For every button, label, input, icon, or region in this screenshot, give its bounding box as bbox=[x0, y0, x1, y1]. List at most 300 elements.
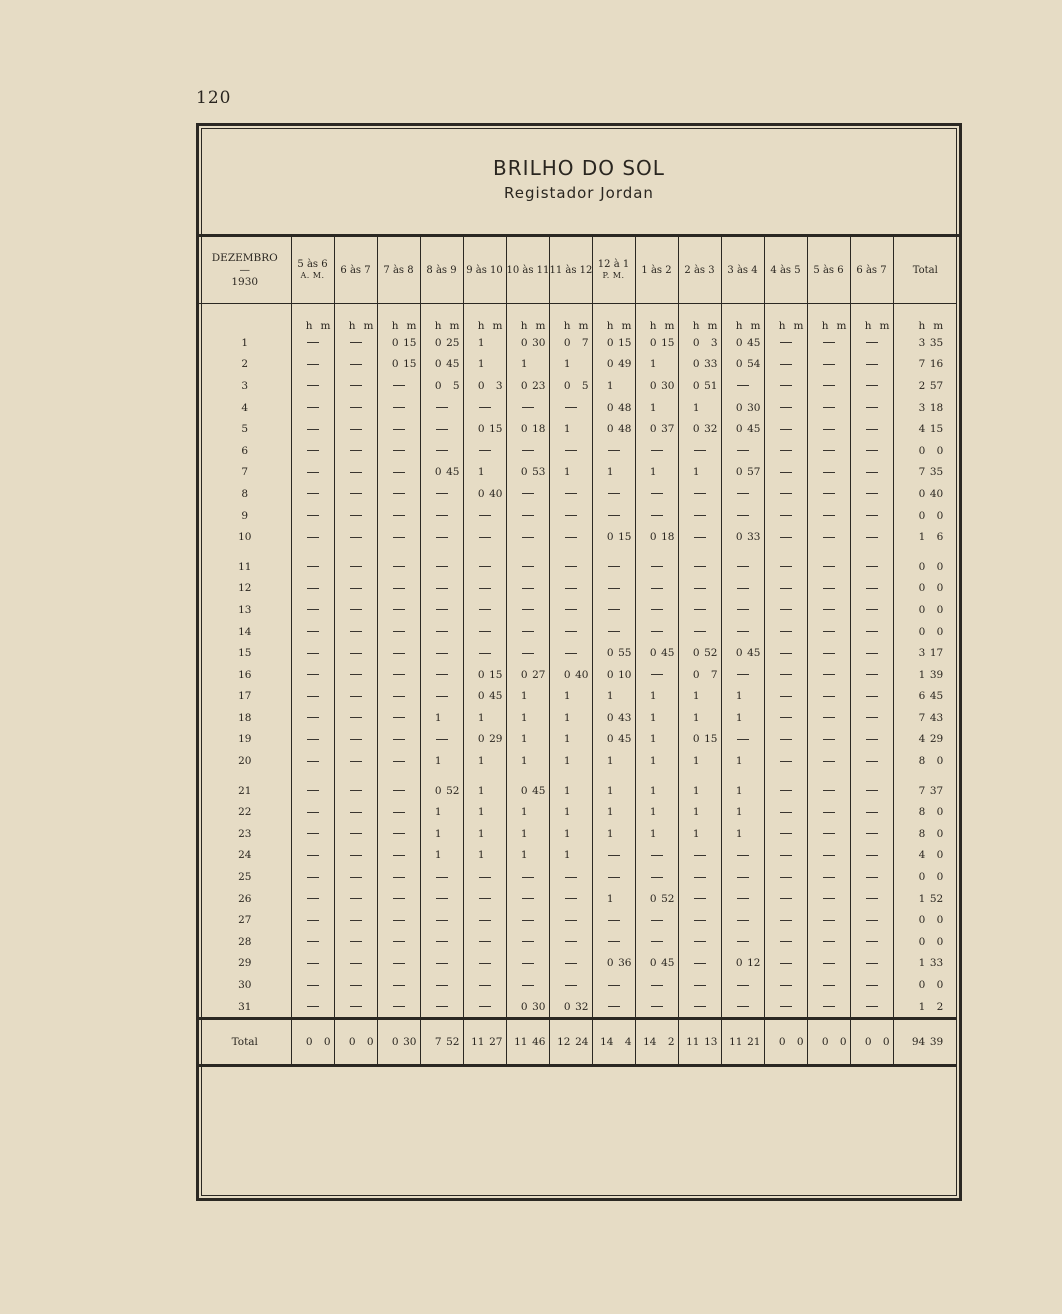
hours-minutes bbox=[467, 1036, 503, 1048]
hours-value: 1 bbox=[606, 755, 614, 768]
empty-cell bbox=[764, 556, 807, 578]
minutes-value: 18 bbox=[661, 531, 675, 544]
value-cell bbox=[678, 664, 721, 686]
dash-mark bbox=[694, 941, 706, 942]
minutes-value: 35 bbox=[929, 466, 944, 479]
dash-mark bbox=[823, 920, 835, 921]
empty-cell bbox=[635, 440, 678, 462]
day-number: 18 bbox=[199, 707, 291, 729]
hours-value: 1 bbox=[692, 755, 700, 768]
unit-minutes: m bbox=[535, 320, 546, 332]
value-cell bbox=[506, 686, 549, 708]
dash-mark bbox=[522, 877, 534, 878]
minutes-value: 45 bbox=[618, 733, 632, 746]
hours-value: 1 bbox=[692, 690, 700, 703]
hours-minutes bbox=[424, 1036, 460, 1048]
empty-cell bbox=[506, 931, 549, 953]
empty-cell bbox=[377, 974, 420, 996]
minutes-value: 5 bbox=[581, 379, 589, 392]
minutes-value: 0 bbox=[936, 582, 944, 595]
empty-cell bbox=[420, 397, 463, 419]
hours-minutes bbox=[553, 828, 589, 840]
hours-minutes bbox=[907, 871, 943, 883]
gap-cell bbox=[635, 548, 678, 556]
value-cell bbox=[592, 418, 635, 440]
day-total bbox=[893, 780, 957, 802]
dash-mark bbox=[780, 653, 792, 654]
dash-mark bbox=[823, 985, 835, 986]
value-cell bbox=[635, 418, 678, 440]
empty-cell bbox=[291, 801, 334, 823]
unit-hours: h bbox=[563, 320, 571, 332]
hour-header-label: 5 às 6 bbox=[297, 259, 328, 270]
minutes-value: 0 bbox=[366, 1036, 374, 1049]
empty-cell bbox=[850, 801, 893, 823]
table-row bbox=[199, 332, 957, 354]
empty-cell bbox=[764, 866, 807, 888]
empty-cell bbox=[807, 686, 850, 708]
dash-mark bbox=[866, 696, 878, 697]
empty-cell bbox=[506, 953, 549, 975]
hours-minutes bbox=[907, 979, 943, 991]
dash-mark bbox=[393, 450, 405, 451]
minutes-value: 45 bbox=[532, 784, 546, 797]
hours-minutes bbox=[510, 358, 546, 370]
table-body bbox=[199, 304, 957, 1066]
gap-cell bbox=[592, 772, 635, 780]
dash-mark bbox=[866, 877, 878, 878]
empty-cell bbox=[377, 483, 420, 505]
value-cell bbox=[678, 729, 721, 751]
empty-cell bbox=[850, 686, 893, 708]
gap-cell bbox=[850, 548, 893, 556]
dash-mark bbox=[565, 450, 577, 451]
hours-minutes bbox=[725, 712, 761, 724]
hours-value: 4 bbox=[918, 849, 926, 862]
day-number: 4 bbox=[199, 397, 291, 419]
hours-value: 1 bbox=[520, 690, 528, 703]
empty-cell bbox=[764, 888, 807, 910]
gap-cell bbox=[420, 548, 463, 556]
dash-mark bbox=[780, 855, 792, 856]
value-cell bbox=[506, 729, 549, 751]
hours-value: 1 bbox=[692, 711, 700, 724]
hour-header-label: 11 às 12 bbox=[549, 264, 593, 276]
empty-cell bbox=[764, 845, 807, 867]
dash-mark bbox=[608, 941, 620, 942]
empty-cell bbox=[635, 866, 678, 888]
hour-header bbox=[635, 237, 678, 304]
empty-cell bbox=[764, 686, 807, 708]
minutes-value: 2 bbox=[936, 1000, 944, 1013]
empty-cell bbox=[291, 462, 334, 484]
dash-mark bbox=[866, 566, 878, 567]
hours-minutes bbox=[510, 1001, 546, 1013]
minutes-value: 15 bbox=[618, 531, 632, 544]
day-number: 28 bbox=[199, 931, 291, 953]
dash-mark bbox=[522, 407, 534, 408]
empty-cell bbox=[291, 953, 334, 975]
hours-value: 1 bbox=[692, 806, 700, 819]
dash-mark bbox=[307, 609, 319, 610]
empty-cell bbox=[850, 729, 893, 751]
gap-cell bbox=[678, 548, 721, 556]
hours-minutes bbox=[682, 647, 718, 659]
dash-mark bbox=[436, 1006, 448, 1007]
value-cell bbox=[721, 642, 764, 664]
hours-minutes bbox=[467, 488, 503, 500]
column-total bbox=[377, 1019, 420, 1066]
empty-cell bbox=[463, 599, 506, 621]
empty-cell bbox=[850, 780, 893, 802]
value-cell bbox=[506, 823, 549, 845]
unit-hours: h bbox=[434, 320, 442, 332]
hours-value: 11 bbox=[729, 1036, 743, 1049]
value-cell bbox=[592, 686, 635, 708]
dash-mark bbox=[866, 385, 878, 386]
empty-cell bbox=[678, 599, 721, 621]
table-row bbox=[199, 780, 957, 802]
hours-minutes bbox=[907, 785, 943, 797]
hours-minutes bbox=[639, 380, 675, 392]
hours-minutes bbox=[553, 337, 589, 349]
dash-mark bbox=[393, 429, 405, 430]
dash-mark bbox=[436, 429, 448, 430]
value-cell bbox=[506, 750, 549, 772]
empty-cell bbox=[850, 996, 893, 1019]
hours-minutes bbox=[725, 755, 761, 767]
empty-cell bbox=[334, 686, 377, 708]
hours-value: 94 bbox=[911, 1036, 926, 1049]
table-row bbox=[199, 974, 957, 996]
empty-cell bbox=[592, 845, 635, 867]
empty-cell bbox=[463, 621, 506, 643]
empty-cell bbox=[764, 375, 807, 397]
hours-minutes bbox=[907, 402, 943, 414]
empty-cell bbox=[377, 556, 420, 578]
value-cell bbox=[678, 397, 721, 419]
dash-mark bbox=[565, 537, 577, 538]
empty-cell bbox=[334, 418, 377, 440]
day-total bbox=[893, 888, 957, 910]
dash-mark bbox=[350, 920, 362, 921]
hours-minutes bbox=[424, 755, 460, 767]
day-total bbox=[893, 440, 957, 462]
hours-minutes bbox=[553, 785, 589, 797]
hours-minutes bbox=[553, 690, 589, 702]
dash-mark bbox=[393, 493, 405, 494]
empty-cell bbox=[463, 996, 506, 1019]
dash-mark bbox=[350, 450, 362, 451]
empty-cell bbox=[764, 823, 807, 845]
hours-value: 0 bbox=[434, 358, 442, 371]
unit-hours: h bbox=[735, 320, 743, 332]
empty-cell bbox=[506, 866, 549, 888]
hour-header bbox=[377, 237, 420, 304]
dash-mark bbox=[393, 790, 405, 791]
dash-mark bbox=[307, 385, 319, 386]
dash-mark bbox=[651, 515, 663, 516]
dash-mark bbox=[866, 364, 878, 365]
value-cell bbox=[463, 780, 506, 802]
day-number: 26 bbox=[199, 888, 291, 910]
hours-value: 3 bbox=[918, 647, 926, 660]
day-number: 31 bbox=[199, 996, 291, 1019]
empty-cell bbox=[635, 599, 678, 621]
empty-cell bbox=[850, 750, 893, 772]
hours-value: 0 bbox=[520, 423, 528, 436]
minutes-value: 45 bbox=[747, 423, 761, 436]
hours-minutes bbox=[510, 806, 546, 818]
empty-cell bbox=[807, 418, 850, 440]
empty-cell bbox=[334, 526, 377, 548]
hours-value: 1 bbox=[606, 827, 614, 840]
empty-cell bbox=[850, 664, 893, 686]
dash-mark bbox=[608, 1006, 620, 1007]
dash-mark bbox=[522, 588, 534, 589]
day-number: 5 bbox=[199, 418, 291, 440]
empty-cell bbox=[635, 996, 678, 1019]
dash-mark bbox=[866, 1006, 878, 1007]
dash-mark bbox=[565, 877, 577, 878]
hours-minutes bbox=[596, 358, 632, 370]
empty-cell bbox=[764, 483, 807, 505]
dash-mark bbox=[307, 985, 319, 986]
value-cell bbox=[506, 996, 549, 1019]
hours-minutes bbox=[682, 690, 718, 702]
empty-cell bbox=[463, 578, 506, 600]
hours-minutes bbox=[553, 712, 589, 724]
empty-cell bbox=[506, 556, 549, 578]
dash-mark bbox=[350, 653, 362, 654]
gap-cell bbox=[291, 548, 334, 556]
empty-cell bbox=[850, 526, 893, 548]
hour-header bbox=[291, 237, 334, 304]
hours-value: 7 bbox=[918, 466, 926, 479]
value-cell bbox=[506, 354, 549, 376]
minutes-value: 27 bbox=[489, 1036, 503, 1049]
day-total bbox=[893, 621, 957, 643]
empty-cell bbox=[291, 729, 334, 751]
empty-cell bbox=[721, 888, 764, 910]
hours-value: 1 bbox=[918, 892, 926, 905]
empty-cell bbox=[721, 621, 764, 643]
gap-cell bbox=[420, 772, 463, 780]
minutes-value: 55 bbox=[618, 647, 632, 660]
dash-mark bbox=[522, 493, 534, 494]
hour-header bbox=[549, 237, 592, 304]
dash-mark bbox=[737, 588, 749, 589]
dash-mark bbox=[436, 450, 448, 451]
empty-cell bbox=[721, 375, 764, 397]
column-total bbox=[291, 1019, 334, 1066]
dash-mark bbox=[565, 515, 577, 516]
hours-minutes bbox=[467, 806, 503, 818]
dash-mark bbox=[780, 717, 792, 718]
dash-mark bbox=[307, 877, 319, 878]
empty-cell bbox=[506, 888, 549, 910]
decade-gap bbox=[199, 548, 957, 556]
day-total bbox=[893, 332, 957, 354]
hours-value: 0 bbox=[918, 560, 926, 573]
hours-minutes bbox=[510, 755, 546, 767]
empty-cell bbox=[291, 483, 334, 505]
value-cell bbox=[506, 418, 549, 440]
hours-minutes bbox=[907, 445, 943, 457]
dash-mark bbox=[780, 833, 792, 834]
hours-minutes bbox=[467, 669, 503, 681]
hours-value: 0 bbox=[606, 531, 614, 544]
minutes-value: 0 bbox=[882, 1036, 890, 1049]
hours-minutes bbox=[907, 647, 943, 659]
empty-cell bbox=[678, 845, 721, 867]
dash-mark bbox=[393, 696, 405, 697]
dash-mark bbox=[780, 674, 792, 675]
hours-minutes bbox=[424, 806, 460, 818]
hours-value: 0 bbox=[649, 647, 657, 660]
value-cell bbox=[420, 375, 463, 397]
empty-cell bbox=[721, 974, 764, 996]
empty-cell bbox=[334, 599, 377, 621]
empty-cell bbox=[377, 599, 420, 621]
minutes-value: 0 bbox=[936, 560, 944, 573]
hour-header-note: P. M. bbox=[602, 271, 625, 280]
value-cell bbox=[420, 332, 463, 354]
table-row bbox=[199, 845, 957, 867]
hours-minutes bbox=[907, 380, 943, 392]
empty-cell bbox=[850, 397, 893, 419]
hours-value: 1 bbox=[649, 784, 657, 797]
hours-value: 0 bbox=[520, 336, 528, 349]
day-number: 17 bbox=[199, 686, 291, 708]
empty-cell bbox=[506, 578, 549, 600]
hours-value: 1 bbox=[520, 711, 528, 724]
value-cell bbox=[420, 780, 463, 802]
value-cell bbox=[549, 845, 592, 867]
dash-mark bbox=[694, 631, 706, 632]
dash-mark bbox=[823, 515, 835, 516]
hours-value: 0 bbox=[606, 733, 614, 746]
dash-mark bbox=[393, 812, 405, 813]
unit-minutes: m bbox=[578, 320, 589, 332]
value-cell bbox=[721, 780, 764, 802]
gap-cell bbox=[199, 548, 291, 556]
empty-cell bbox=[291, 526, 334, 548]
dash-mark bbox=[307, 653, 319, 654]
minutes-value: 0 bbox=[936, 979, 944, 992]
empty-cell bbox=[334, 750, 377, 772]
empty-cell bbox=[721, 729, 764, 751]
hours-value: 8 bbox=[918, 827, 926, 840]
units-cell bbox=[850, 304, 893, 333]
hours-value: 14 bbox=[600, 1036, 614, 1049]
hours-value: 1 bbox=[477, 806, 485, 819]
empty-cell bbox=[678, 931, 721, 953]
hours-value: 0 bbox=[606, 647, 614, 660]
empty-cell bbox=[764, 909, 807, 931]
empty-cell bbox=[807, 801, 850, 823]
hours-value: 1 bbox=[735, 784, 743, 797]
dash-mark bbox=[565, 941, 577, 942]
day-total bbox=[893, 707, 957, 729]
hours-minutes bbox=[295, 1036, 331, 1048]
dash-mark bbox=[393, 761, 405, 762]
hours-value: 1 bbox=[563, 733, 571, 746]
hour-header-label: 9 às 10 bbox=[466, 264, 503, 276]
gap-cell bbox=[549, 772, 592, 780]
hours-value: 1 bbox=[606, 806, 614, 819]
dash-mark bbox=[307, 790, 319, 791]
dash-mark bbox=[823, 653, 835, 654]
minutes-value: 48 bbox=[618, 401, 632, 414]
minutes-value: 3 bbox=[495, 379, 503, 392]
empty-cell bbox=[807, 996, 850, 1019]
dash-mark bbox=[522, 566, 534, 567]
table-row bbox=[199, 578, 957, 600]
day-number: 2 bbox=[199, 354, 291, 376]
dash-mark bbox=[780, 588, 792, 589]
empty-cell bbox=[377, 845, 420, 867]
title-block bbox=[199, 126, 959, 237]
hours-value: 1 bbox=[692, 827, 700, 840]
minutes-value: 33 bbox=[747, 531, 761, 544]
minutes-value: 0 bbox=[936, 509, 944, 522]
dash-mark bbox=[393, 1006, 405, 1007]
day-total bbox=[893, 845, 957, 867]
day-total bbox=[893, 642, 957, 664]
minutes-value: 16 bbox=[929, 358, 944, 371]
empty-cell bbox=[807, 845, 850, 867]
dash-mark bbox=[651, 674, 663, 675]
hours-value: 0 bbox=[649, 423, 657, 436]
dash-mark bbox=[393, 920, 405, 921]
dash-mark bbox=[694, 855, 706, 856]
minutes-value: 30 bbox=[747, 401, 761, 414]
hours-value: 0 bbox=[735, 423, 743, 436]
hours-minutes bbox=[907, 337, 943, 349]
hours-value: 1 bbox=[477, 755, 485, 768]
day-total bbox=[893, 801, 957, 823]
table-row bbox=[199, 526, 957, 548]
hour-header-label: 10 às 11 bbox=[506, 264, 550, 276]
empty-cell bbox=[549, 578, 592, 600]
unit-hours: h bbox=[477, 320, 485, 332]
empty-cell bbox=[377, 750, 420, 772]
units-spacer bbox=[199, 304, 291, 333]
empty-cell bbox=[678, 621, 721, 643]
dash-mark bbox=[780, 515, 792, 516]
day-number: 30 bbox=[199, 974, 291, 996]
dash-mark bbox=[307, 515, 319, 516]
hours-value: 1 bbox=[606, 379, 614, 392]
value-cell bbox=[506, 462, 549, 484]
gap-cell bbox=[850, 772, 893, 780]
hours-value: 1 bbox=[649, 401, 657, 414]
dash-mark bbox=[350, 717, 362, 718]
dash-mark bbox=[823, 761, 835, 762]
dash-mark bbox=[866, 717, 878, 718]
dash-mark bbox=[393, 385, 405, 386]
empty-cell bbox=[807, 505, 850, 527]
hours-minutes bbox=[682, 733, 718, 745]
dash-mark bbox=[436, 493, 448, 494]
hours-value: 1 bbox=[434, 849, 442, 862]
hours-value: 1 bbox=[649, 755, 657, 768]
hours-minutes bbox=[596, 806, 632, 818]
table-row bbox=[199, 686, 957, 708]
hours-minutes bbox=[424, 849, 460, 861]
units-label bbox=[639, 320, 675, 332]
